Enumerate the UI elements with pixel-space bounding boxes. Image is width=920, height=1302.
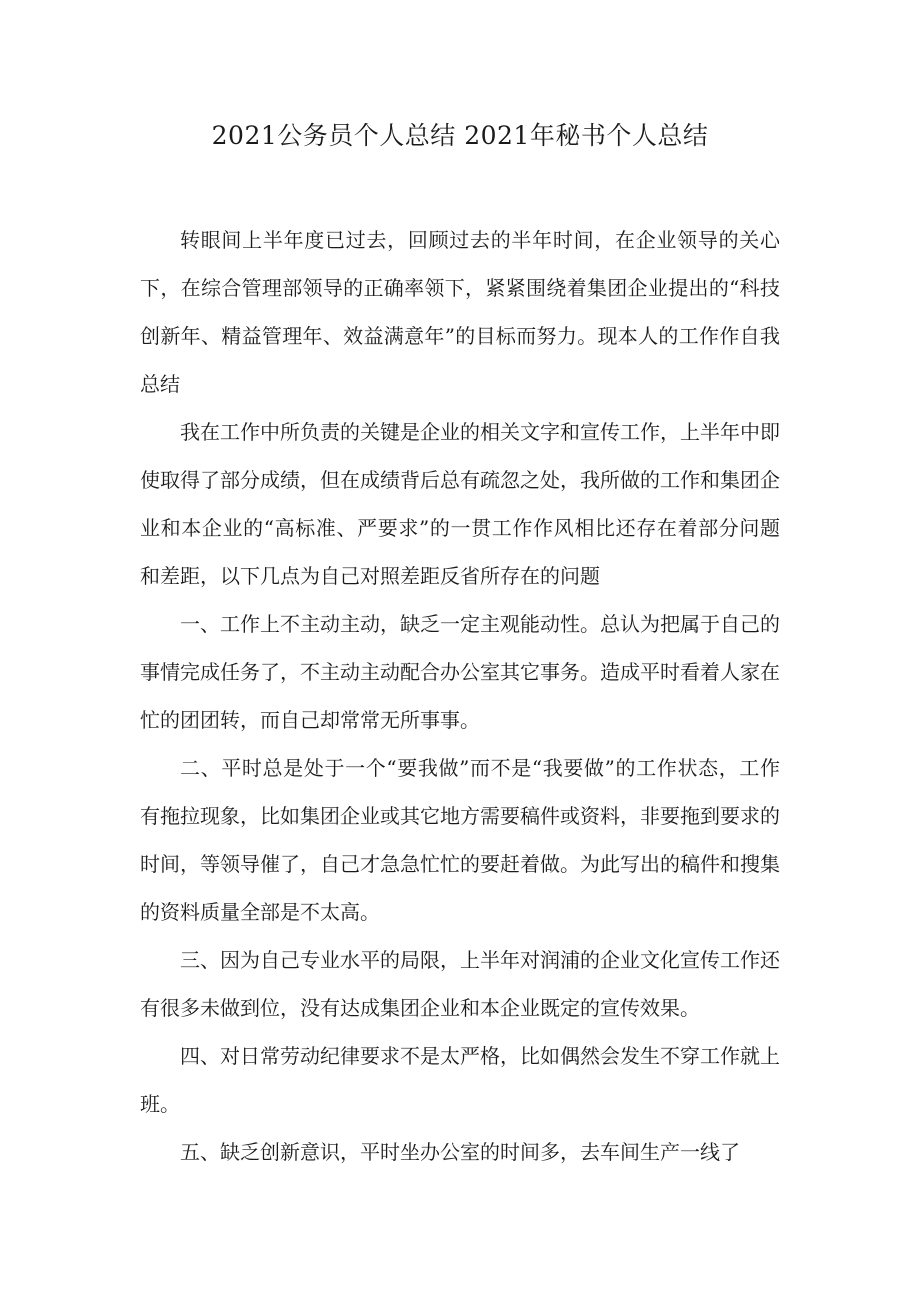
paragraph-issue-1: 一、工作上不主动主动，缺乏一定主观能动性。总认为把属于自己的事情完成任务了，不主动主动配合办公室其它事务。造成平时看着人家在忙的团团转，而自己却常常无所事事。 xyxy=(140,612,780,732)
paragraph-intro: 转眼间上半年度已过去，回顾过去的半年时间，在企业领导的关心下，在综合管理部领导的正确率领下，紧紧围绕着集团企业提出的“科技创新年、精益管理年、效益满意年”的目标而努力。现本人的工作作自我总结 xyxy=(140,228,780,396)
document-body xyxy=(140,216,780,1176)
paragraph-issue-4: 四、对日常劳动纪律要求不是太严格，比如偶然会发生不穿工作就上班。 xyxy=(140,1044,780,1116)
paragraph-issue-5: 五、缺乏创新意识，平时坐办公室的时间多，去车间生产一线了 xyxy=(180,1140,740,1164)
paragraph-issue-3: 三、因为自己专业水平的局限，上半年对润浦的企业文化宣传工作还有很多未做到位，没有达成集团企业和本企业既定的宣传效果。 xyxy=(140,948,780,1020)
paragraph-issue-2: 二、平时总是处于一个“要我做”而不是“我要做”的工作状态，工作有拖拉现象，比如集团企业或其它地方需要稿件或资料，非要拖到要求的时间，等领导催了，自己才急急忙忙的要赶着做。为此写出的稿件和搜集的资料质量全部是不太高。 xyxy=(140,756,780,924)
paragraph-responsibilities: 我在工作中所负责的关键是企业的相关文字和宣传工作，上半年中即使取得了部分成绩，但在成绩背后总有疏忽之处，我所做的工作和集团企业和本企业的“高标准、严要求”的一贯工作作风相比还存在着部分问题和差距，以下几点为自己对照差距反省所存在的问题 xyxy=(140,420,780,588)
document-title: 2021公务员个人总结 2021年秘书个人总结 xyxy=(211,121,709,150)
